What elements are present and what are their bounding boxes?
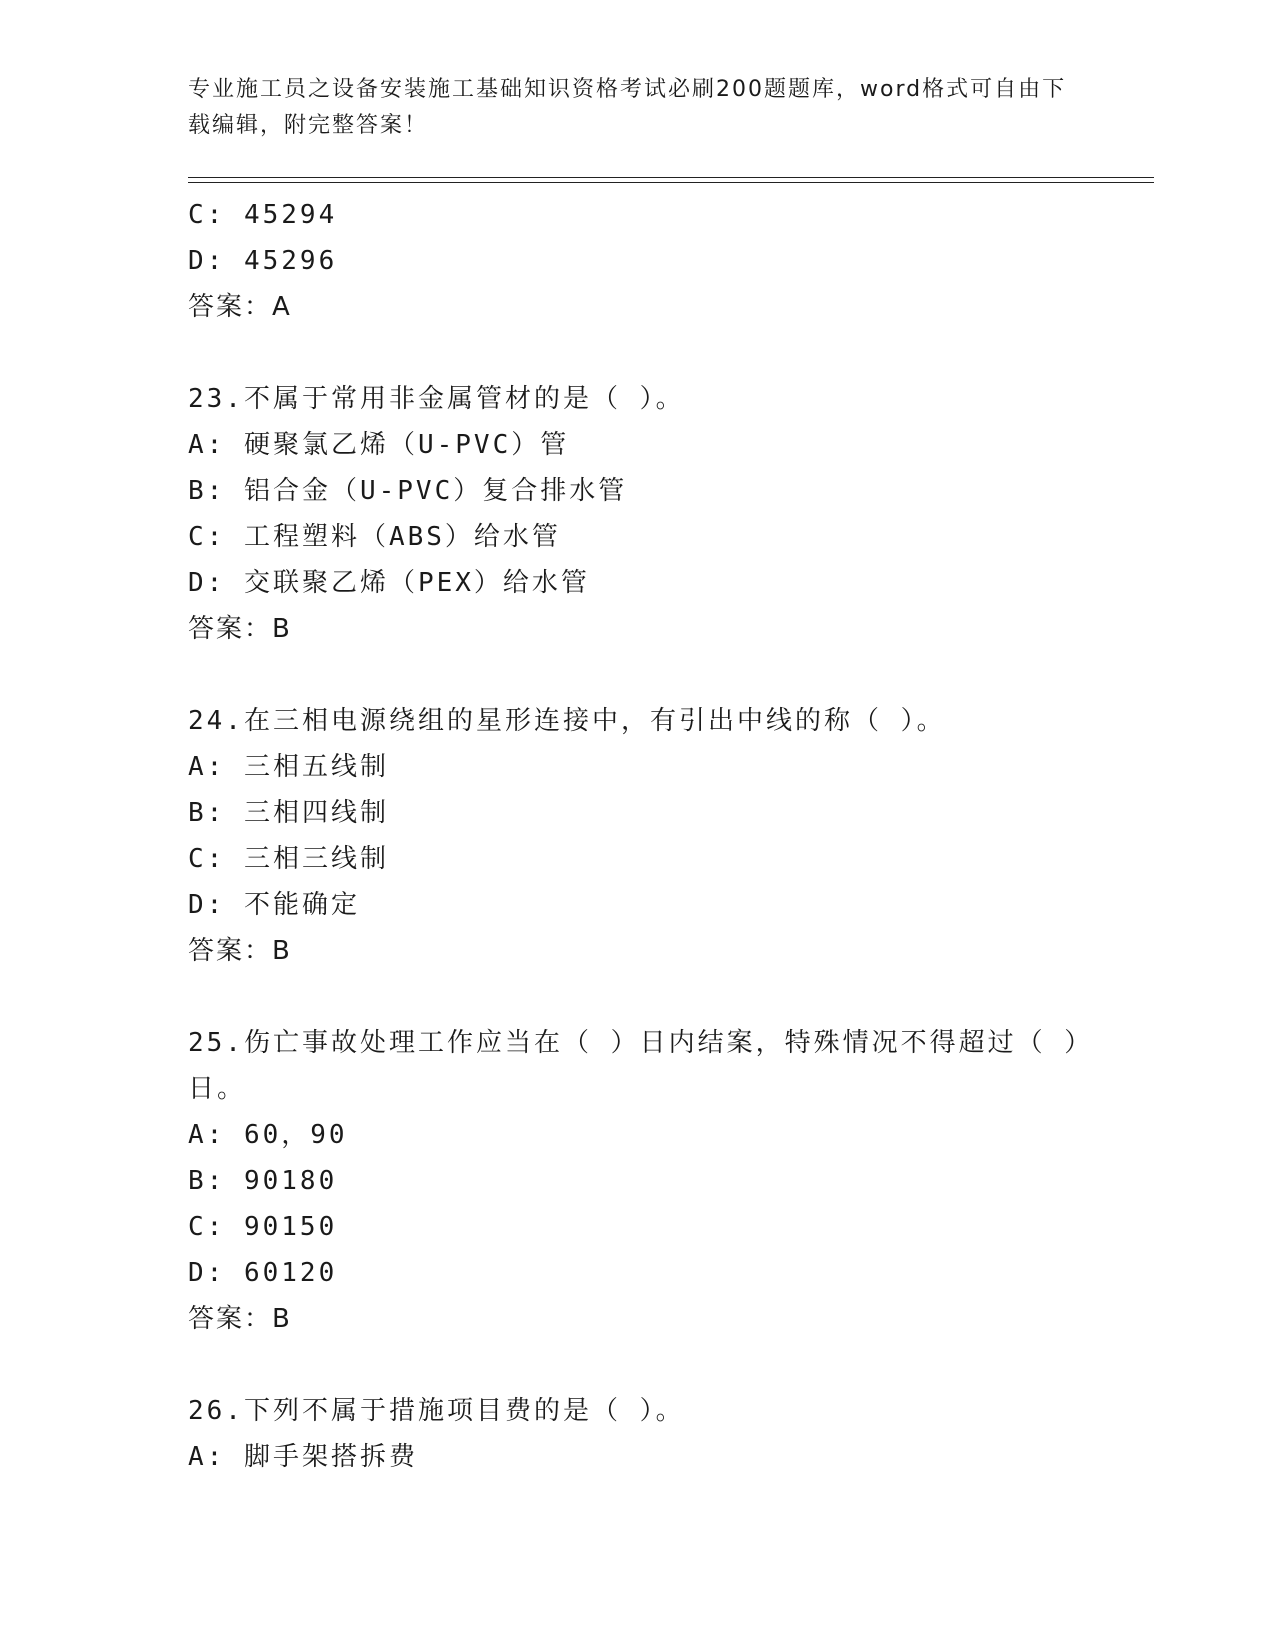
header-divider-bottom bbox=[188, 182, 1154, 183]
document-header: 专业施工员之设备安装施工基础知识资格考试必刷200题题库，word格式可自由下载编辑，附完整答案！ bbox=[188, 77, 1067, 138]
q25-answer: 答案：B bbox=[188, 1304, 292, 1334]
q25-question-line2: 日。 bbox=[188, 1074, 247, 1104]
spacer bbox=[188, 330, 1088, 376]
q26-option-a: A: 脚手架搭拆费 bbox=[188, 1442, 418, 1472]
q23-answer: 答案：B bbox=[188, 614, 292, 644]
spacer bbox=[188, 1342, 1088, 1388]
q25-question-line1: 25.伤亡事故处理工作应当在（ ）日内结案，特殊情况不得超过（ ） bbox=[188, 1028, 1094, 1058]
q23-option-a: A: 硬聚氯乙烯（U-PVC）管 bbox=[188, 430, 570, 460]
prev-answer: 答案：A bbox=[188, 292, 292, 322]
prev-option-d: D: 45296 bbox=[188, 246, 338, 276]
q24-option-a: A: 三相五线制 bbox=[188, 752, 389, 782]
prev-option-c: C: 45294 bbox=[188, 200, 338, 230]
q23-question: 23.不属于常用非金属管材的是（ ）。 bbox=[188, 384, 685, 414]
q24-option-c: C: 三相三线制 bbox=[188, 844, 389, 874]
q26-question: 26.下列不属于措施项目费的是（ ）。 bbox=[188, 1396, 685, 1426]
q24-option-b: B: 三相四线制 bbox=[188, 798, 389, 828]
spacer bbox=[188, 652, 1088, 698]
q25-option-b: B: 90180 bbox=[188, 1166, 338, 1196]
question-list bbox=[188, 192, 1094, 1480]
q24-question: 24.在三相电源绕组的星形连接中，有引出中线的称（ ）。 bbox=[188, 706, 946, 736]
q24-answer: 答案：B bbox=[188, 936, 292, 966]
header-divider-top bbox=[188, 177, 1154, 178]
q25-option-a: A: 60，90 bbox=[188, 1120, 348, 1150]
q25-option-d: D: 60120 bbox=[188, 1258, 338, 1288]
spacer bbox=[188, 974, 1088, 1020]
q25-option-c: C: 90150 bbox=[188, 1212, 338, 1242]
q23-option-b: B: 铝合金（U-PVC）复合排水管 bbox=[188, 476, 628, 506]
q24-option-d: D: 不能确定 bbox=[188, 890, 360, 920]
q23-option-d: D: 交联聚乙烯（PEX）给水管 bbox=[188, 568, 590, 598]
q23-option-c: C: 工程塑料（ABS）给水管 bbox=[188, 522, 561, 552]
